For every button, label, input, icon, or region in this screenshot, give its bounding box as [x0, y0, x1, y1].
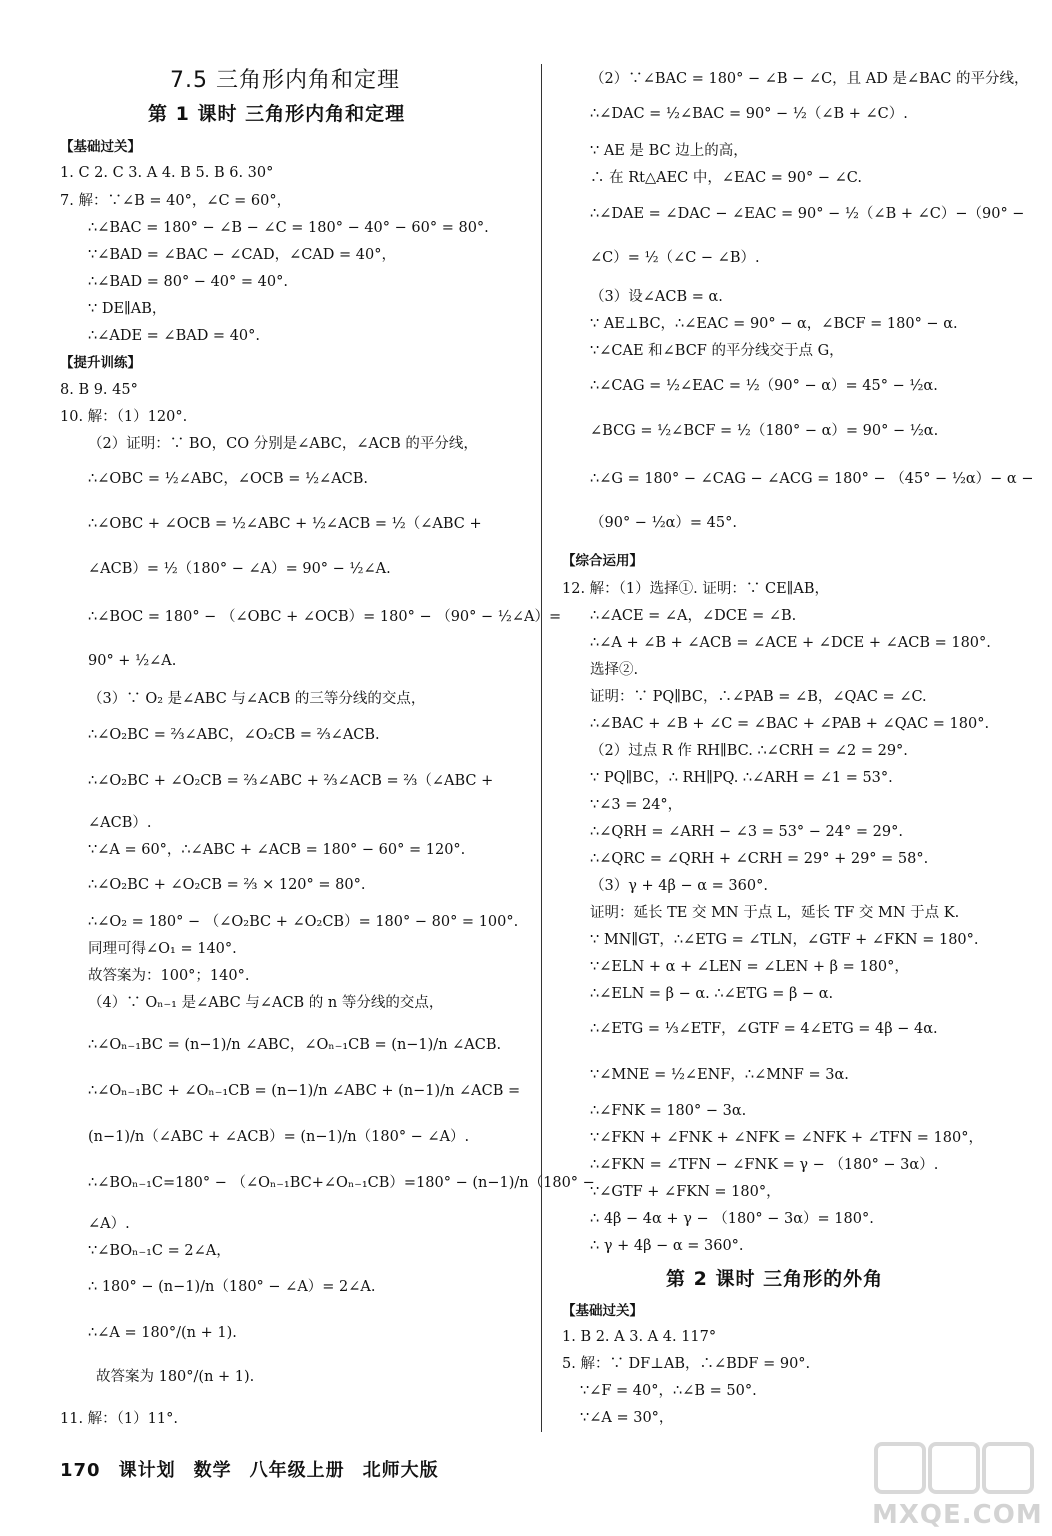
- heading: 第 2 课时 三角形的外角: [666, 1268, 884, 1290]
- text-line: ∴∠QRC = ∠QRH + ∠CRH = 29° + 29° = 58°.: [590, 851, 929, 867]
- text-line: （3）∵ O₂ 是∠ABC 与∠ACB 的三等分线的交点，: [88, 691, 426, 707]
- heading: 7.5 三角形内角和定理: [170, 68, 400, 93]
- text-line: ∴∠O₂BC = ⅔∠ABC，∠O₂CB = ⅔∠ACB.: [88, 727, 380, 743]
- column-divider: [541, 64, 542, 1432]
- text-line: ∴∠A + ∠B + ∠ACB = ∠ACE + ∠DCE + ∠ACB = 180°.: [590, 635, 991, 651]
- text-line: ∵ DE∥AB，: [88, 301, 167, 317]
- text-line: ∴∠BAD = 80° − 40° = 40°.: [88, 274, 288, 290]
- text-line: （2）证明：∵ BO，CO 分别是∠ABC，∠ACB 的平分线，: [88, 436, 478, 452]
- text-line: ∵∠BOₙ₋₁C = 2∠A，: [88, 1243, 231, 1259]
- text-line: 11. 解：（1）11°.: [60, 1411, 178, 1427]
- text-line: ∴∠DAE = ∠DAC − ∠EAC = 90° − ½（∠B + ∠C）−（90° −: [590, 206, 1025, 222]
- watermark-char-2: [928, 1442, 980, 1494]
- text-line: ∵ AE 是 BC 边上的高，: [590, 143, 748, 159]
- text-line: ∠C）= ½（∠C − ∠B）.: [590, 250, 760, 266]
- watermark-char-3: [982, 1442, 1034, 1494]
- text-line: ∴∠A = 180°/(n + 1).: [88, 1325, 237, 1341]
- text-line: ∴∠ETG = ⅓∠ETF，∠GTF = 4∠ETG = 4β − 4α.: [590, 1021, 938, 1037]
- text-line: ∴∠O₂BC + ∠O₂CB = ⅔∠ABC + ⅔∠ACB = ⅔（∠ABC +: [88, 773, 494, 789]
- text-line: ∴ γ + 4β − α = 360°.: [590, 1238, 744, 1254]
- text-line: 8. B 9. 45°: [60, 382, 138, 398]
- text-line: ∴∠BOC = 180° − （∠OBC + ∠OCB）= 180° − （90° − ½∠A）=: [88, 609, 562, 625]
- text-line: ∴∠CAG = ½∠EAC = ½（90° − α）= 45° − ½α.: [590, 378, 938, 394]
- subject: 数学: [193, 1460, 232, 1481]
- text-line: ∴∠FNK = 180° − 3α.: [590, 1103, 747, 1119]
- text-line: ∵∠GTF + ∠FKN = 180°，: [590, 1184, 781, 1200]
- text-line: 12. 解：（1）选择①. 证明：∵ CE∥AB，: [562, 581, 829, 597]
- text-line: ∴ 在 Rt△AEC 中，∠EAC = 90° − ∠C.: [590, 170, 862, 186]
- watermark-logo: [872, 1438, 1043, 1530]
- text-line: 90° + ½∠A.: [88, 653, 177, 669]
- text-line: ∴∠OBC + ∠OCB = ½∠ABC + ½∠ACB = ½（∠ABC +: [88, 516, 482, 532]
- edition: 北师大版: [362, 1460, 439, 1481]
- text-line: ∠A）.: [88, 1216, 130, 1232]
- text-line: ∵∠ELN + α + ∠LEN = ∠LEN + β = 180°，: [590, 959, 909, 975]
- grade: 八年级上册: [249, 1460, 345, 1481]
- text-line: （3）γ + 4β − α = 360°.: [590, 878, 768, 894]
- section-tag: 【综合运用】: [562, 553, 643, 569]
- text-line: ∴ 4β − 4α + γ − （180° − 3α）= 180°.: [590, 1211, 874, 1227]
- text-line: 7. 解：∵∠B = 40°，∠C = 60°，: [60, 193, 292, 209]
- text-line: ∴∠BOₙ₋₁C=180° − （∠Oₙ₋₁BC+∠Oₙ₋₁CB）=180° − (n−1)/n（180° −: [88, 1175, 595, 1191]
- text-line: 证明：延长 TE 交 MN 于点 L，延长 TF 交 MN 于点 K.: [590, 905, 960, 921]
- text-line: ∴∠ACE = ∠A，∠DCE = ∠B.: [590, 608, 797, 624]
- text-line: （90° − ½α）= 45°.: [590, 515, 737, 531]
- text-line: ∴∠DAC = ½∠BAC = 90° − ½（∠B + ∠C）.: [590, 106, 908, 122]
- text-line: ∠BCG = ½∠BCF = ½（180° − α）= 90° − ½α.: [590, 423, 939, 439]
- text-line: 1. C 2. C 3. A 4. B 5. B 6. 30°: [60, 165, 274, 181]
- text-line: ∵ AE⊥BC，∴∠EAC = 90° − α，∠BCF = 180° − α.: [590, 316, 958, 332]
- text-line: 故答案为：100°；140°.: [88, 968, 250, 984]
- text-line: ∵ MN∥GT，∴∠ETG = ∠TLN，∠GTF + ∠FKN = 180°.: [590, 932, 979, 948]
- text-line: ∵∠3 = 24°，: [590, 797, 683, 813]
- text-line: ∵∠CAE 和∠BCF 的平分线交于点 G，: [590, 343, 844, 359]
- text-line: （4）∵ Oₙ₋₁ 是∠ABC 与∠ACB 的 n 等分线的交点，: [88, 995, 444, 1011]
- section-tag: 【基础过关】: [562, 1303, 643, 1319]
- text-line: ∵∠A = 30°，: [580, 1410, 674, 1426]
- text-line: 证明：∵ PQ∥BC，∴∠PAB = ∠B，∠QAC = ∠C.: [590, 689, 927, 705]
- text-line: ∵∠F = 40°，∴∠B = 50°.: [580, 1383, 757, 1399]
- text-line: ∠ACB）= ½（180° − ∠A）= 90° − ½∠A.: [88, 561, 391, 577]
- text-line: ∴∠G = 180° − ∠CAG − ∠ACG = 180° − （45° − ½α）− α −: [590, 471, 1034, 487]
- page-footer: [60, 1456, 457, 1482]
- text-line: ∵∠MNE = ½∠ENF，∴∠MNF = 3α.: [590, 1067, 849, 1083]
- text-line: 同理可得∠O₁ = 140°.: [88, 941, 237, 957]
- text-line: ∴∠OBC = ½∠ABC，∠OCB = ½∠ACB.: [88, 471, 369, 487]
- text-line: ∴∠QRH = ∠ARH − ∠3 = 53° − 24° = 29°.: [590, 824, 903, 840]
- text-line: ∴∠O₂ = 180° − （∠O₂BC + ∠O₂CB）= 180° − 80° = 100°.: [88, 914, 519, 930]
- text-line: ∴∠BAC + ∠B + ∠C = ∠BAC + ∠PAB + ∠QAC = 180°.: [590, 716, 990, 732]
- text-line: (n−1)/n（∠ABC + ∠ACB）= (n−1)/n（180° − ∠A）.: [88, 1129, 470, 1145]
- text-line: ∵∠A = 60°，∴∠ABC + ∠ACB = 180° − 60° = 120°.: [88, 842, 466, 858]
- text-line: ∠ACB）.: [88, 815, 152, 831]
- text-line: ∴ 180° − (n−1)/n（180° − ∠A）= 2∠A.: [88, 1279, 376, 1295]
- text-line: ∴∠O₂BC + ∠O₂CB = ⅔ × 120° = 80°.: [88, 877, 366, 893]
- watermark-char-1: [874, 1442, 926, 1494]
- text-line: ∴∠FKN = ∠TFN − ∠FNK = γ − （180° − 3α）.: [590, 1157, 939, 1173]
- text-line: ∴∠Oₙ₋₁BC = (n−1)/n ∠ABC，∠Oₙ₋₁CB = (n−1)/n ∠ACB.: [88, 1037, 502, 1053]
- text-line: （2）过点 R 作 RH∥BC. ∴∠CRH = ∠2 = 29°.: [590, 743, 908, 759]
- section-tag: 【提升训练】: [60, 355, 141, 371]
- text-line: （3）设∠ACB = α.: [590, 289, 723, 305]
- book-name: 课计划: [118, 1460, 176, 1481]
- text-line: ∵∠FKN + ∠FNK + ∠NFK = ∠NFK + ∠TFN = 180°，: [590, 1130, 983, 1146]
- text-line: 5. 解：∵ DF⊥AB，∴∠BDF = 90°.: [562, 1356, 811, 1372]
- text-line: （2）∵∠BAC = 180° − ∠B − ∠C，且 AD 是∠BAC 的平分线，: [590, 71, 1029, 87]
- watermark-text: MXQE.COM: [872, 1500, 1043, 1530]
- text-line: ∴∠ADE = ∠BAD = 40°.: [88, 328, 261, 344]
- text-line: 选择②.: [590, 662, 639, 678]
- text-line: ∵∠BAD = ∠BAC − ∠CAD，∠CAD = 40°，: [88, 247, 396, 263]
- text-line: 故答案为 180°/(n + 1).: [96, 1369, 255, 1385]
- text-line: ∴∠Oₙ₋₁BC + ∠Oₙ₋₁CB = (n−1)/n ∠ABC + (n−1)/n ∠ACB =: [88, 1083, 521, 1099]
- section-tag: 【基础过关】: [60, 139, 141, 155]
- text-line: ∴∠ELN = β − α. ∴∠ETG = β − α.: [590, 986, 834, 1002]
- text-line: 10. 解：（1）120°.: [60, 409, 188, 425]
- text-line: 1. B 2. A 3. A 4. 117°: [562, 1329, 717, 1345]
- text-line: ∴∠BAC = 180° − ∠B − ∠C = 180° − 40° − 60° = 80°.: [88, 220, 489, 236]
- heading: 第 1 课时 三角形内角和定理: [148, 103, 406, 125]
- text-line: ∵ PQ∥BC，∴ RH∥PQ. ∴∠ARH = ∠1 = 53°.: [590, 770, 893, 786]
- page-number: 170: [60, 1460, 101, 1481]
